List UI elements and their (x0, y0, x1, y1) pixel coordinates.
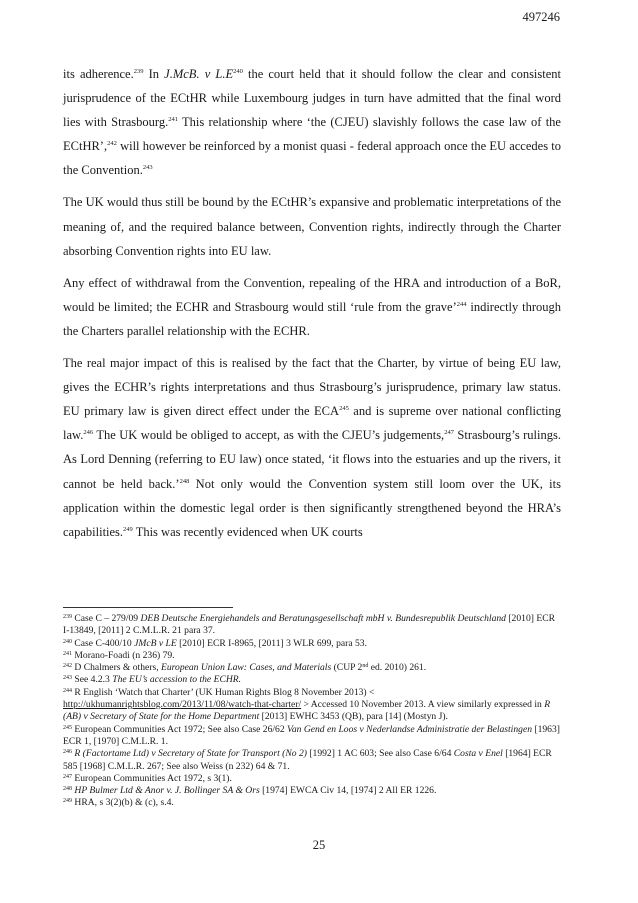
case-name: R (Factortame Ltd) v Secretary of State for Transport (No 2) (72, 748, 307, 760)
case-name: Van Gend en Loos v Nederlandse Administratie der Belastingen (287, 723, 532, 735)
paragraph-1 (63, 62, 561, 182)
body-text (63, 62, 561, 552)
text: will however be reinforced by a monist quasi - federal approach once the EU accedes to the Convention. (63, 139, 561, 178)
text: Morano-Foadi (n 236) 79. (72, 649, 175, 661)
footnote-239 (63, 613, 561, 638)
case-name: Costa v Enel (453, 748, 503, 760)
text: [2010] ECR I-8965, [2011] 3 WLR 699, para 53. (176, 637, 367, 649)
text: [1964] ECR 585 [1968] C.M.L.R. 267; See also Weiss (n 232) 64 & 71. (63, 748, 552, 772)
ordinal-suffix: nd (362, 663, 369, 670)
text: Any effect of withdrawal from the Convention, repealing of the HRA and introduction of a BoR, would be limited; the ECHR and Strasbourg would still ‘rule from the grave’ (63, 275, 561, 314)
paragraph-2: The UK would thus still be bound by the ECtHR’s expansive and problematic interpretations of the meaning of, and the required balance between, Convention rights, indirectly through the Charter absorbing Convention rights into EU law. (63, 195, 561, 258)
footnote-number: 247 (63, 773, 72, 780)
page-number: 25 (312, 838, 326, 852)
footnote-number: 249 (63, 798, 72, 805)
footnote-240 (63, 638, 561, 650)
book-title: European Union Law: Cases, and Materials (161, 662, 332, 674)
text: D Chalmers & others, (72, 662, 161, 674)
footnote-separator (63, 607, 233, 608)
footnote-243 (63, 674, 561, 686)
text: indirectly through the Charters parallel relationship with the ECHR. (63, 299, 561, 338)
text: (CUP 2 (331, 662, 363, 674)
text: This relationship where ‘the (CJEU) slavishly follows the case law of the ECtHR’, (63, 115, 561, 154)
section-title: The EU’s accession to the ECHR. (112, 674, 242, 686)
text: Strasbourg’s rulings. As Lord Denning (referring to EU law) once stated, ‘it flows into the estuaries and up the rivers, it cannot be held back.’ (63, 428, 561, 491)
text: In (143, 67, 165, 81)
text: R English ‘Watch that Charter’ (UK Human Rights Blog 8 November 2013) < (72, 686, 375, 698)
case-name: HP Bulmer Ltd & Anor v. J. Bollinger SA & Ors (72, 785, 260, 797)
case-name: J.McB. v L.E (164, 67, 234, 81)
text: its adherence. (63, 67, 134, 81)
footnote-ref[interactable]: 240 (233, 68, 243, 75)
footnote-242 (63, 662, 561, 674)
blog-link[interactable]: http://ukhumanrightsblog.com/2013/11/08/watch-that-charter/ (63, 699, 302, 711)
text: European Communities Act 1972, s 3(1). (72, 772, 232, 784)
footnote-ref[interactable]: 248 (179, 477, 190, 485)
footnote-number: 239 (63, 614, 72, 620)
footnote-ref[interactable]: 247 (444, 429, 454, 437)
footnote-ref[interactable]: 244 (456, 300, 467, 308)
text: Case C-400/10 (72, 637, 135, 649)
footnote-248 (63, 785, 561, 797)
footnote-ref[interactable]: 245 (339, 405, 349, 413)
text: HRA, s 3(2)(b) & (c), s.4. (72, 797, 174, 809)
footnote-number: 240 (63, 638, 72, 645)
footnote-244 (63, 687, 561, 724)
text: This was recently evidenced when UK courts (132, 524, 363, 539)
text: [1974] EWCA Civ 14, [1974] 2 All ER 1226. (259, 785, 437, 797)
text: [2013] EWHC 3453 (QB), para [14] (Mostyn J). (259, 711, 448, 723)
footnote-247 (63, 773, 561, 785)
footnote-ref[interactable]: 242 (107, 140, 117, 148)
footnote-number: 242 (63, 663, 72, 670)
footnote-number: 241 (63, 650, 72, 657)
text: Case C – 279/09 (72, 613, 141, 624)
footnote-246 (63, 748, 561, 773)
footnote-number: 245 (63, 724, 72, 731)
case-name: JMcB v LE (134, 637, 177, 649)
case-name: R (AB) v Secretary of State for the Home Department (63, 699, 551, 723)
footnote-number: 244 (63, 687, 72, 694)
text: the court held that it should follow the clear and consistent jurisprudence of the ECtHR while Luxembourg judges in turn have admitted that the final word lies with Strasbourg. (63, 67, 562, 130)
footnote-ref[interactable]: 249 (123, 525, 133, 533)
text: European Communities Act 1972; See also Case 26/62 (72, 723, 288, 735)
text: [1963] ECR 1, [1970] C.M.L.R. 1. (63, 723, 560, 747)
text: See 4.2.3 (72, 674, 113, 686)
footnote-241 (63, 650, 561, 662)
paragraph-4 (63, 351, 561, 544)
footnote-249 (63, 797, 561, 809)
text: Not only would the Convention system still loom over the UK, its application within the domestic legal order is then significantly strengthened beyond the HRA’s capabilities. (63, 476, 561, 539)
case-name: DEB Deutsche Energiehandels and Beratungsgesellschaft mbH v. Bundesrepublik Deutschland (140, 613, 506, 624)
footnote-245 (63, 724, 561, 749)
footnote-number: 243 (63, 675, 72, 682)
text: The UK would be obliged to accept, as with the CJEU’s judgements, (93, 428, 445, 443)
text: [2010] ECR I-13849, [2011] 2 C.M.L.R. 21 para 37. (63, 613, 556, 637)
text: > Accessed 10 November 2013. A view similarly expressed in (301, 699, 545, 711)
text: ed. 2010) 261. (368, 662, 427, 674)
text: The real major impact of this is realised by the fact that the Charter, by virtue of being EU law, gives the ECHR’s rights interpretations and thus Strasbourg’s jurisprudence, primary law status. EU primary law is given direct effect under the ECA (63, 356, 561, 419)
footnote-number: 248 (63, 786, 72, 793)
document-id: 497246 (522, 10, 560, 24)
paragraph-3 (63, 271, 561, 343)
footnote-ref[interactable]: 243 (142, 164, 153, 172)
footnote-ref[interactable]: 241 (168, 116, 178, 124)
footnote-ref[interactable]: 246 (83, 429, 94, 437)
footnote-ref[interactable]: 239 (133, 68, 144, 75)
text: and is supreme over national conflicting law. (63, 404, 562, 443)
footnote-number: 246 (63, 749, 72, 756)
footnotes (63, 613, 561, 810)
text: [1992] 1 AC 603; See also Case 6/64 (306, 748, 454, 760)
